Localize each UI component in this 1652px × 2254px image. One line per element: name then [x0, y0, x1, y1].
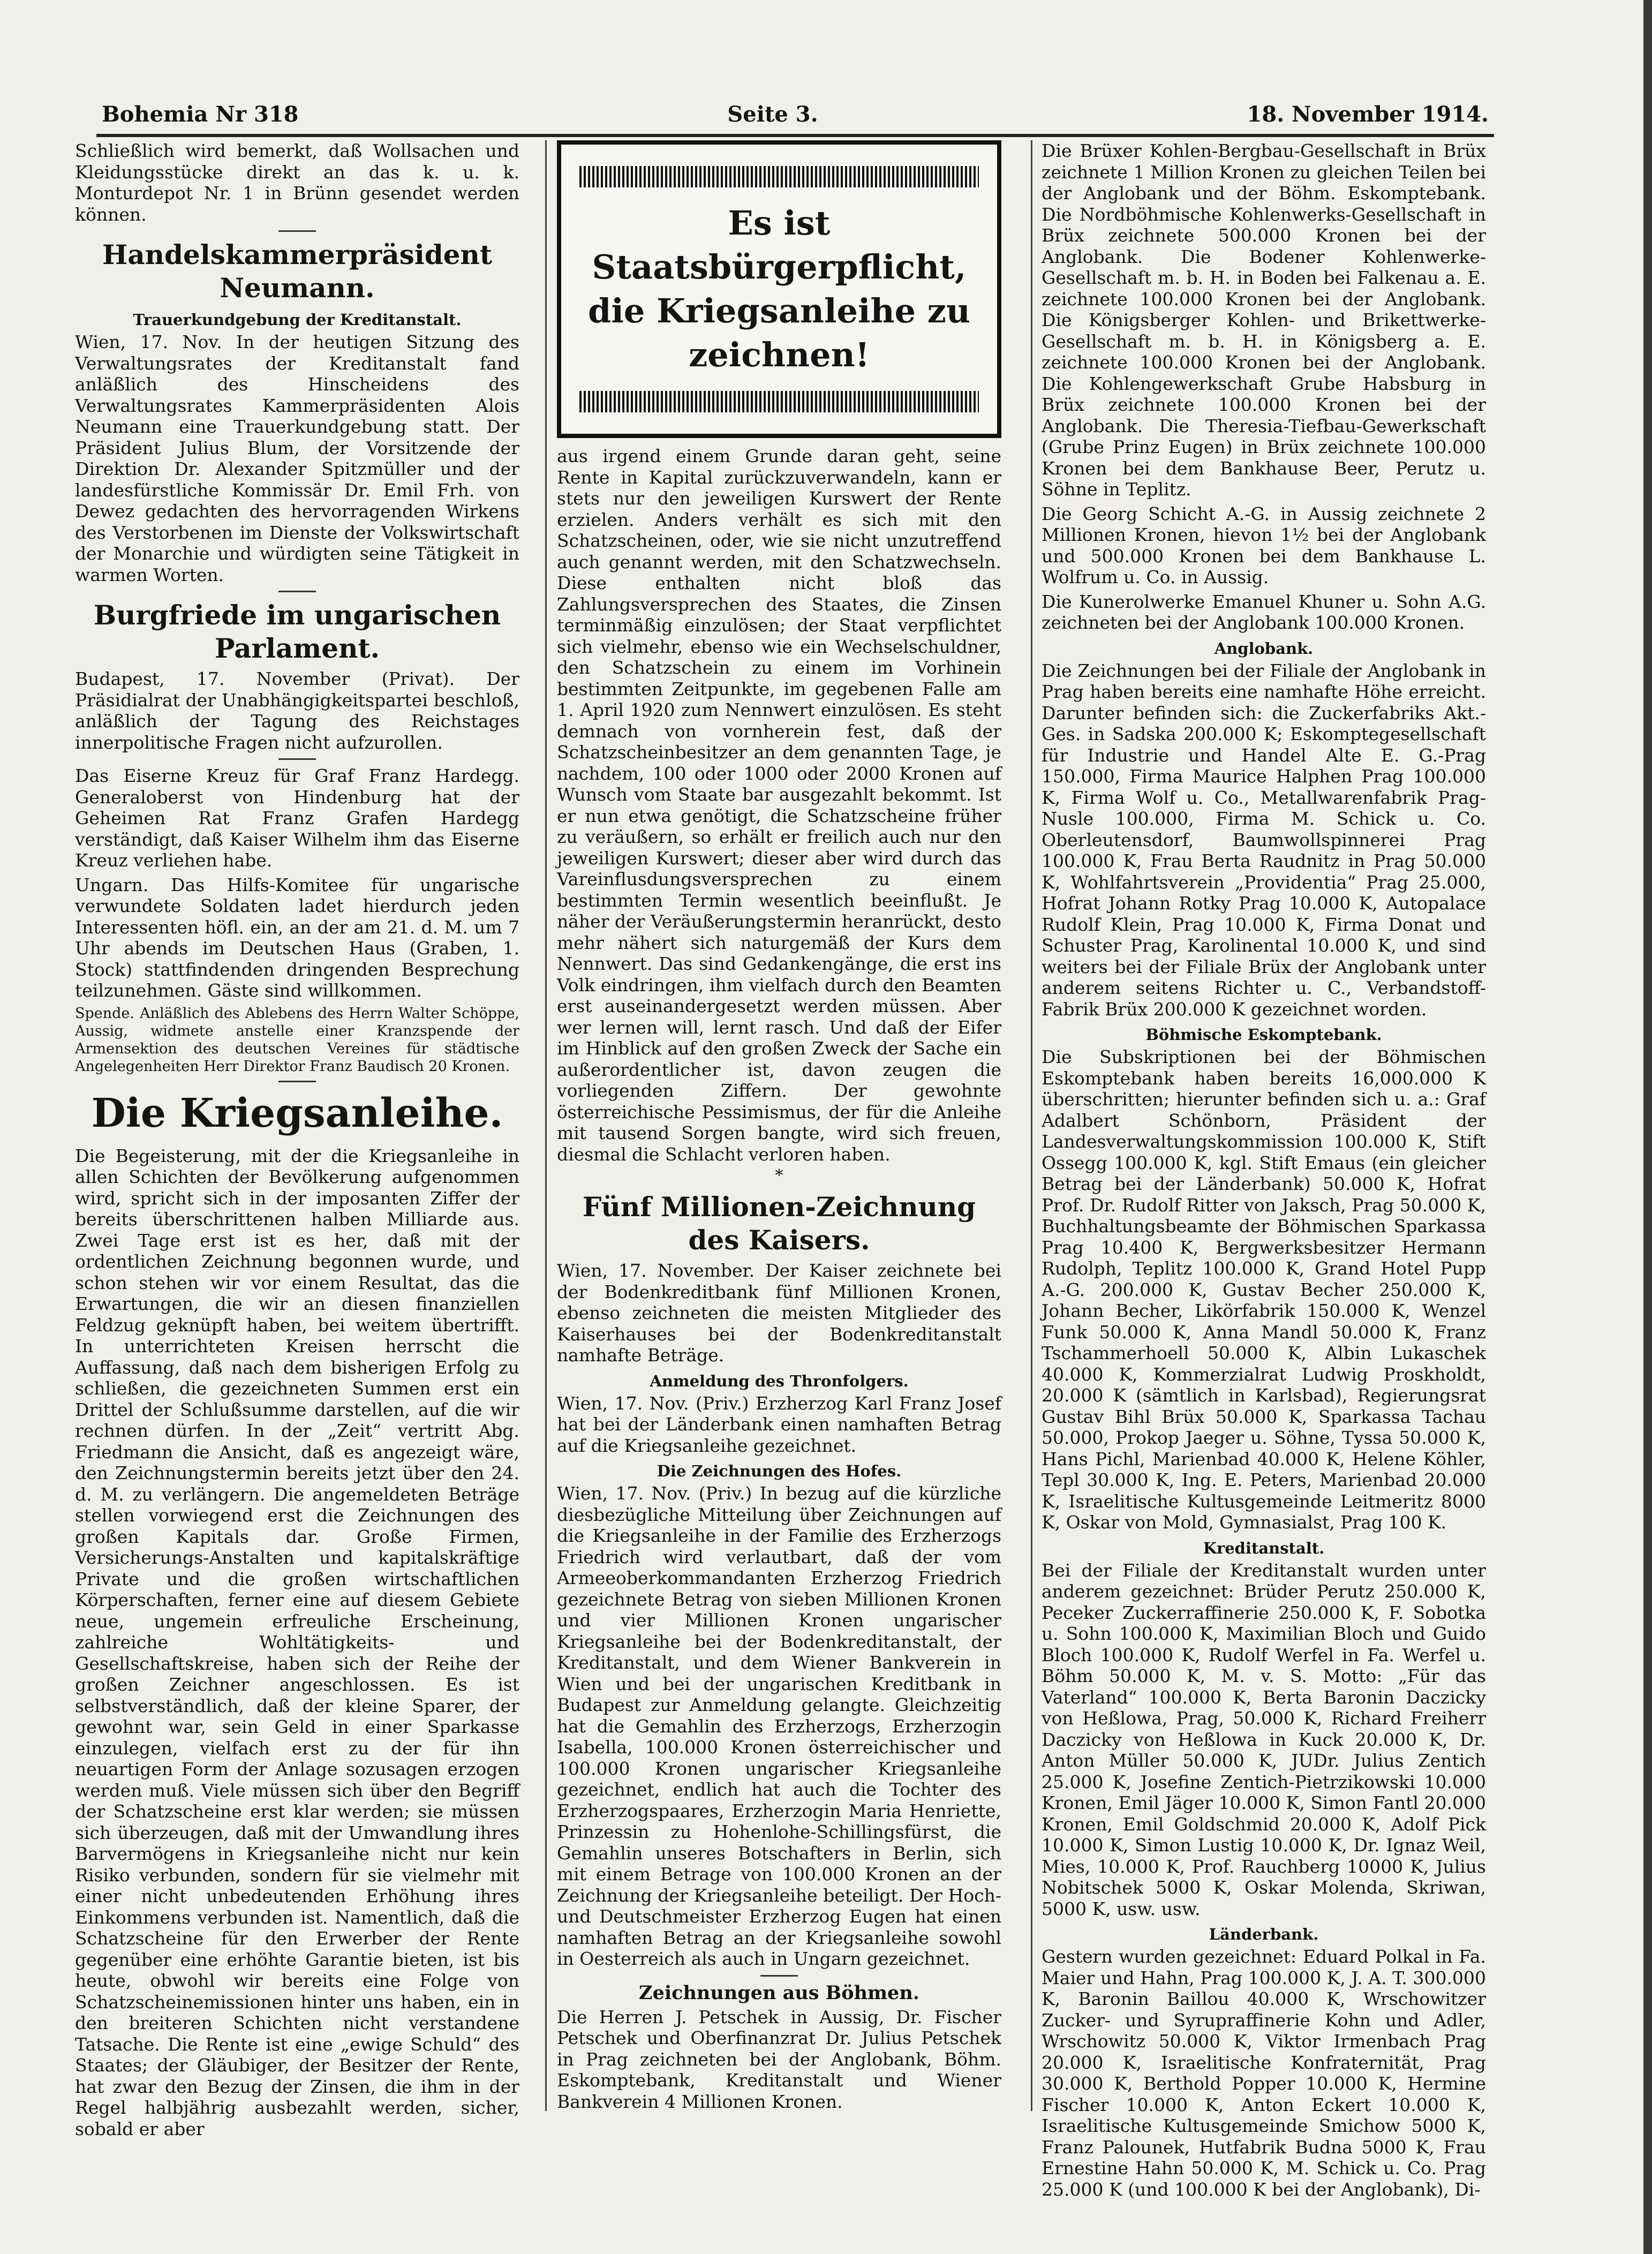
laenderbank-headline: Länderbank. [1209, 1925, 1319, 1943]
page-header [102, 95, 1489, 133]
burgfriede-article: Budapest, 17. November (Privat). Der Präsidialrat der Unabhängigkeitspartei beschloß, anläßlich der Tagung des Reichstages innerpolitische Fragen nicht aufzurollen. [75, 668, 519, 753]
war-loan-article: Die Begeisterung, mit der die Kriegsanleihe in allen Schichten der Bevölkerung aufgenommen wird, spricht sich in der imposanten Ziffer der bereits überschrittenen halben Milliarde aus. Zwei Tage erst ist es her, daß mit der ordentlichen Zeichnung begonnen wurde, und schon stehen wir vor einem Resultat, das die Erwartungen, die wir an diesen finanziellen Feldzug geknüpft haben, bei weitem übertrifft. In unterrichteten Kreisen herrscht die Auffassung, daß nach dem bisherigen Erfolg zu schließen, die gezeichneten Summen erst ein Drittel der Schlußsumme darstellen, auf die wir rechnen dürfen. In der „Zeit“ vertritt Abg. Friedmann die Ansicht, daß es angezeigt wäre, den Zeichnungstermin bereits jetzt über den 24. d. M. zu verlängern. Die angemeldeten Beträge stellen vorwiegend erst die Zeichnungen des großen Kapitals dar. Große Firmen, Versicherungs-Anstalten und kapitalskräftige Private und die großen wirtschaftlichen Körperschaften, ferner eine auf diesem Gebiete neue, ungemein erfreuliche Erscheinung, zahlreiche Wohltätigkeits- und Gesellschaftskreise, haben sich der Reihe der großen Zeichner angeschlossen. Es ist selbstverständlich, daß der kleine Sparer, der gewohnt war, sein Geld in einer Sparkasse einzulegen, vielfach erst zu der für ihn neuartigen Form der Anlage sozusagen erzogen werden muß. Viele müssen sich über den Begriff der Schatzscheine erst klar werden; sie müssen sich überzeugen, daß mit der Umwandlung ihres Barvermögens in Kriegsanleihe nicht nur kein Risiko verbunden, sondern für sie vielmehr mit einer nicht unbedeutenden Erhöhung ihres Einkommens verbunden ist. Namentlich, daß die Schatzscheine für den Erwerber der Rente gegenüber eine erhöhte Garantie bieten, ist bis heute, obwohl wir bereits eine Folge von Schatzscheinemissionen hinter uns haben, ein in den breiteren Schichten nicht verstandene Tatsache. Die Rente ist eine „ewige Schuld“ des Staates; der Gläubiger, der Besitzer der Rente, hat zwar den Bezug der Zinsen, die ihm in der Regel halbjährig ausbezahlt werden, sicher, sobald er aber [75, 1145, 519, 2139]
donation-notice: Spende. Anläßlich des Ablebens des Herrn Walter Schöppe, Aussig, widmete anstelle einer Kranzspende der Armensektion des deutschen Vereines für städtische Angelegenheiten Herr Direktor Franz Baudisch 20 Kronen. [75, 1005, 519, 1075]
war-loan-article-continued: aus irgend einem Grunde daran geht, seine Rente in Kapital zurückzuverwandeln, kann er stets nur den jeweiligen Kurswert der Rente erzielen. Anders verhält es sich mit den Schatzscheinen, oder, wie sie nicht unzutreffend auch genannt werden, mit den Schatzwechseln. Diese enthalten nicht bloß das Zahlungsversprechen des Staates, die Zinsen terminmäßig einzulösen; der Staat verpflichtet sich vielmehr, ebenso wie ein Wechselschuldner, den Schatzschein zu einem im Vorhinein bestimmten Zeitpunkte, im gegebenen Falle am 1. April 1920 zum Nennwert einzulösen. Es steht demnach von vornherein fest, daß der Schatzscheinbesitzer an dem genannten Tage, je nachdem, 100 oder 1000 oder 2000 Kronen auf Wunsch vom Staate bar ausgezahlt bekommt. Ist er nun etwa genötigt, die Schatzscheine früher zu veräußern, so erhält er freilich auch nur den jeweiligen Kurswert; dieser aber wird durch das Vareinflusdungsversprechen zu einem bestimmten Termin wesentlich beeinflußt. Je näher der Veräußerungstermin heranrückt, desto mehr nähert sich naturgemäß der Kurs dem Nennwert. Das sind Gedankengänge, die erst ins Volk eindringen, ihm vielfach durch den Beamten erst auseinandergesetzt werden müssen. Aber wer lernen will, lernt rasch. Und daß der Eifer im Hinblick auf den großen Zweck der Sache ein außerordentlicher ist, davon zeugen die vorliegenden Ziffern. Der gewohnte österreichische Pessimismus, der für die Anleihe mit tausend Sorgen bangte, wird sich freuen, diesmal die Schlacht verloren haben. [557, 446, 1001, 1165]
header-newspaper-issue: Bohemia Nr 318 [102, 101, 299, 127]
separator [278, 230, 316, 232]
court-article: Wien, 17. Nov. (Priv.) In bezug auf die kürzliche diesbezügliche Mitteilung über Zeichnungen auf die Kriegsanleihe in der Familie des Erzherzogs Friedrich wird verlautbart, daß der vom Armeeoberkommandanten Erzherzog Friedrich gezeichnete Betrag von sieben Millionen Kronen und vier Millionen Kronen ungarischer Kriegsanleihe bei der Bodenkreditanstalt, der Kreditanstalt, und dem Wiener Bankverein in Wien und bei der ungarischen Kreditbank in Budapest zur Anmeldung gelangte. Gleichzeitig hat die Gemahlin des Erzherzogs, Erzherzogin Isabella, 100.000 Kronen österreichischer und 100.000 Kronen ungarischer Kriegsanleihe gezeichnet, endlich hat auch die Tochter des Erzherzogspaares, Erzherzogin Maria Henriette, Prinzessin zu Hohenlohe-Schillingsfürst, die Gemahlin unseres Botschafters in Berlin, sich mit einem Betrage von 100.000 Kronen an der Zeichnung der Kriegsanleihe beteiligt. Der Hoch- und Deutschmeister Erzherzog Eugen hat einen namhaften Betrag an der Kriegsanleihe sowohl in Oesterreich als auch in Ungarn gezeichnet. [557, 1483, 1001, 1969]
anglobank-headline: Anglobank. [1214, 639, 1314, 658]
heir-article: Wien, 17. Nov. (Priv.) Erzherzog Karl Franz Josef hat bei der Länderbank einen namhaften Betrag auf die Kriegsanleihe gezeichnet. [557, 1392, 1001, 1456]
column-3 [1042, 140, 1486, 2203]
kreditanstalt-list: Bei der Filiale der Kreditanstalt wurden unter anderem gezeichnet: Brüder Perutz 250.000 K, Peceker Zuckerraffinerie 250.000 K, F. Sobotka u. Sohn 100.000 K, Maximilian Bloch und Guido Bloch 100.000 K, Rudolf Werfel in Fa. Werfel u. Böhm 50.000 K, M. v. S. Motto: „Für das Vaterland“ 100.000 K, Berta Baronin Daczicky von Heßlowa, Prag, 50.000 K, Richard Freiherr Daczicky von Heßlowa in Kuck 20.000 K, Dr. Anton Müller 50.000 K, JUDr. Julius Zentich 25.000 K, Josefine Zentich-Pietrzikowski 10.000 Kronen, Emil Jäger 10.000 K, Simon Fantl 20.000 Kronen, Emil Goldschmid 20.000 K, Adolf Pick 10.000 K, Simon Lustig 10.000 K, Dr. Ignaz Weil, Mies, 10.000 K, Prof. Rauchberg 10000 K, Julius Nobitschek 5000 K, Oskar Molenda, Skriwan, 5000 K, usw. usw. [1042, 1559, 1486, 1919]
separator [760, 1975, 798, 1977]
separator [278, 591, 316, 592]
court-headline: Die Zeichnungen des Hofes. [657, 1462, 902, 1480]
column-1 [75, 140, 519, 2143]
anglobank-list: Die Zeichnungen bei der Filiale der Anglobank in Prag haben bereits eine namhafte Höhe erreicht. Darunter befinden sich: die Zuckerfabriks Akt.-Ges. in Sadska 200.000 K; Eskomptegesellschaft für Industrie und Handel Alte E. G.-Prag 150.000, Firma Maurice Halphen Prag 100.000 K, Firma Wolf u. Co., Metallwarenfabrik Prag-Nusle 100.000, Firma M. Schick u. Co. Oberleutensdorf, Baumwollspinnerei Prag 100.000 K, Frau Berta Raudnitz in Prag 50.000 K, Wohlfahrtsverein „Providentia“ Prag 25.000, Hofrat Johann Rotky Prag 10.000 K, Autopalace Rudolf Klein, Prag 10.000 K, Firma Donat und Schuster Prag, Karolinental 10.000 K, und sind weiters bei der Filiale Brüx der Anglobank unter anderem seitens Richter u. C., Verbandstoff-Fabrik Brüx 200.000 K gezeichnet worden. [1042, 660, 1486, 1020]
hungary-notice: Ungarn. Das Hilfs-Komitee für ungarische verwundete Soldaten ladet hierdurch jeden Interessenten höfl. ein, an der am 21. d. M. um 7 Uhr abends im Deutschen Haus (Graben, 1. Stock) stattfindenden dringenden Besprechung teilzunehmen. Gäste sind willkommen. [75, 874, 519, 1001]
appeal-text: Es ist Staatsbürgerpflicht, die Kriegsanleihe zu zeichnen! [588, 203, 970, 374]
appeal-hatch-bottom [579, 391, 979, 412]
header-page-number: Seite 3. [727, 101, 818, 127]
header-rule [96, 134, 1494, 137]
column-rule-2 [1031, 140, 1032, 2111]
emperor-article: Wien, 17. November. Der Kaiser zeichnete bei der Bodenkreditbank fünf Millionen Kronen, ebenso zeichneten die meisten Mitglieder des Kaiserhauses bei der Bodenkreditanstalt namhafte Beträge. [557, 1260, 1001, 1366]
eskomptebank-headline: Böhmische Eskomptebank. [1145, 1026, 1382, 1044]
page-edge [1643, 0, 1652, 2254]
appeal-hatch-top [579, 166, 979, 187]
wool-notice: Schließlich wird bemerkt, daß Wollsachen und Kleidungsstücke direkt an das k. u. k. Monturdepot Nr. 1 in Brünn gesendet werden können. [75, 140, 519, 225]
coal-companies-list: Die Brüxer Kohlen-Bergbau-Gesellschaft in Brüx zeichnete 1 Million Kronen zu gleichen Teilen bei der Anglobank und der Böhm. Eskomptebank. Die Nordböhmische Kohlenwerks-Gesellschaft in Brüx zeichnete 500.000 Kronen bei der Anglobank. Die Bodener Kohlenwerke-Gesellschaft m. b. H. in Boden bei Falkenau a. E. zeichnete 100.000 Kronen bei der Anglobank. Die Königsberger Kohlen- und Brikettwerke-Gesellschaft m. b. H. in Königsberg a. E. zeichnete 100.000 Kronen bei der Anglobank. Die Kohlengewerkschaft Grube Habsburg in Brüx zeichnete 100.000 Kronen bei der Anglobank. Die Theresia-Tiefbau-Gewerkschaft (Grube Prinz Eugen) in Brüx zeichnete 100.000 Kronen bei dem Bankhause Beer, Perutz u. Söhne in Teplitz. [1042, 140, 1486, 500]
heir-headline: Anmeldung des Thronfolgers. [650, 1371, 909, 1390]
neumann-article: Wien, 17. Nov. In der heutigen Sitzung des Verwaltungsrates der Kreditanstalt fand anläßlich des Hinscheidens des Verwaltungsrates Kammerpräsidenten Alois Neumann eine Trauerkundgebung statt. Der Präsident Julius Blum, der Vorsitzende der Direktion Dr. Alexander Spitzmüller und der landesfürstliche Kommissär Dr. Emil Frh. von Dewez gedachten des hervorragenden Wirkens des Verstorbenen im Dienste der Volkswirtschaft der Monarchie und würdigten seine Tätigkeit in warmen Worten. [75, 331, 519, 585]
war-loan-appeal-box [557, 140, 1001, 438]
header-date: 18. November 1914. [1247, 101, 1489, 127]
section-star: * [775, 1166, 783, 1185]
war-loan-headline: Die Kriegsanleihe. [91, 1090, 503, 1136]
schicht-notice: Die Georg Schicht A.-G. in Aussig zeichnete 2 Millionen Kronen, hievon 1½ bei der Anglobank und 500.000 Kronen bei dem Bankhause L. Wolfrum u. Co. in Aussig. [1042, 503, 1486, 587]
kreditanstalt-headline: Kreditanstalt. [1203, 1539, 1325, 1557]
eskomptebank-list: Die Subskriptionen bei der Böhmischen Eskomptebank haben bereits 16,000.000 K überschritten; hierunter befinden sich u. a.: Graf Adalbert Schönborn, Präsident der Landesverwaltungskommission 100.000 K, Stift Ossegg 100.000 K, kgl. Stift Emaus (ein gleicher Betrag bei der Länderbank) 50.000 K, Hofrat Prof. Dr. Rudolf Ritter von Jaksch, Prag 50.000 K, Buchhaltungsbeamte der Böhmischen Sparkassa Prag 10.400 K, Bergwerksbesitzer Hermann Rudolph, Teplitz 100.000 K, Grand Hotel Pupp A.-G. 200.000 K, Gustav Becher 250.000 K, Johann Becher, Likörfabrik 150.000 K, Wenzel Funk 50.000 K, Anna Mandl 50.000 K, Franz Tschammerhoell 50.000 K, Albin Lukaschek 40.000 K, Kommerzialrat Ludwig Proskholdt, 20.000 K (sämtlich in Karlsbad), Regierungsrat Gustav Bihl Brüx 50.000 K, Sparkassa Tachau 50.000, Prokop Jaeger u. Söhne, Tyssa 50.000 K, Hans Pichl, Marienbad 40.000 K, Helene Köhler, Tepl 30.000 K, Ing. E. Peters, Marienbad 20.000 K, Israelitische Kultusgemeinde Leitmeritz 8000 K, Oskar von Mold, Gymnasialst, Prag 100 K. [1042, 1046, 1486, 1533]
bohemia-article: Die Herren J. Petschek in Aussig, Dr. Fischer Petschek und Oberfinanzrat Dr. Julius Petschek in Prag zeichneten bei der Anglobank, Böhm. Eskomptebank, Kreditanstalt und Wiener Bankverein 4 Millionen Kronen. [557, 2006, 1001, 2112]
emperor-headline: Fünf Millionen-Zeichnung des Kaisers. [582, 1191, 976, 1256]
column-rule-1 [545, 140, 547, 2111]
burgfriede-headline: Burgfriede im ungarischen Parlament. [93, 599, 501, 664]
bohemia-headline: Zeichnungen aus Böhmen. [639, 1981, 919, 2004]
column-2 [557, 140, 1001, 2115]
kunerol-notice: Die Kunerolwerke Emanuel Khuner u. Sohn A.G. zeichneten bei der Anglobank 100.000 Kronen. [1042, 591, 1486, 633]
separator [278, 1081, 316, 1082]
laenderbank-list: Gestern wurden gezeichnet: Eduard Polkal in Fa. Maier und Hahn, Prag 100.000 K, J. A. T. 300.000 K, Baronin Baillou 40.000 K, Wrschowitzer Zucker- und Syrupraffinerie Kohn und Adler, Wrschowitz 50.000 K, Viktor Irmenbach Prag 20.000 K, Israelitische Konfraternität, Prag 30.000 K, Berthold Popper 10.000 K, Hermine Fischer 10.000 K, Anton Eckert 10.000 K, Israelitische Kultusgemeinde Smichow 5000 K, Franz Palounek, Hutfabrik Budna 5000 K, Frau Ernestine Hahn 50.000 K, M. Schick u. Co. Prag 25.000 K (und 100.000 K bei der Anglobank), Di- [1042, 1946, 1486, 2200]
neumann-headline: Handelskammerpräsident Neumann. [102, 239, 492, 304]
iron-cross-notice: Das Eiserne Kreuz für Graf Franz Hardegg. Generaloberst von Hindenburg hat der Geheimen Rat Franz Grafen Hardegg verständigt, daß Kaiser Wilhelm ihm das Eiserne Kreuz verliehen habe. [75, 765, 519, 871]
separator [278, 758, 316, 760]
neumann-subheadline: Trauerkundgebung der Kreditanstalt. [133, 311, 462, 329]
